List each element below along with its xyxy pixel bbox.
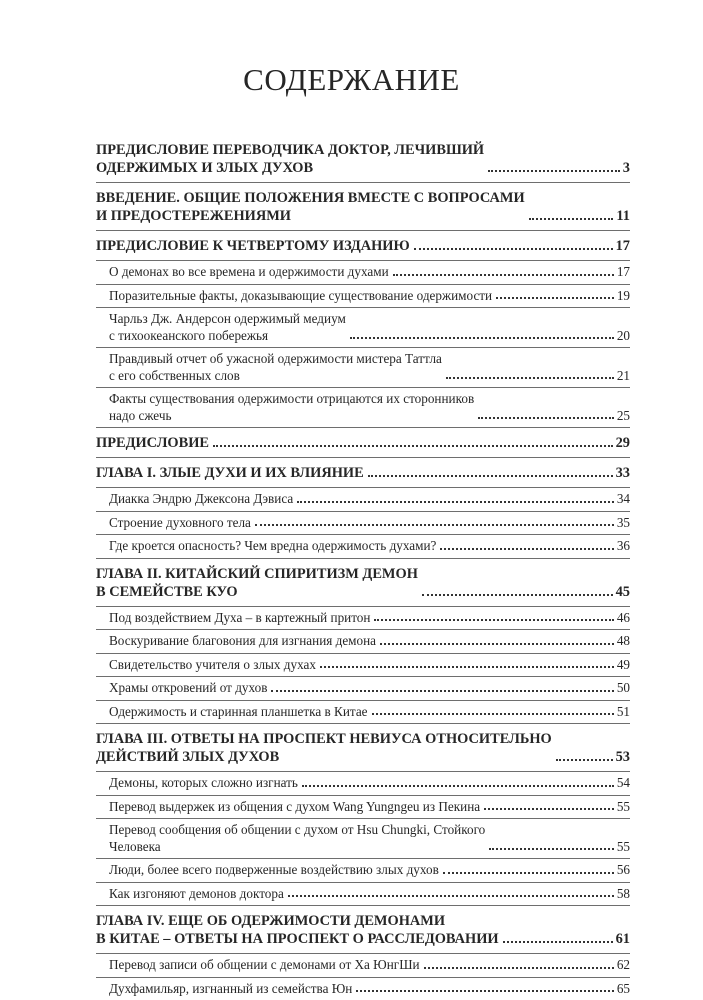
dot-leader [424, 967, 614, 969]
toc-subsection-entry [96, 654, 630, 678]
toc-entry-title [109, 351, 442, 384]
dot-leader [271, 690, 613, 692]
dot-leader [350, 337, 614, 339]
toc-subsection-entry [96, 954, 630, 978]
toc-page-number: 49 [616, 656, 630, 672]
toc-entry-title [109, 680, 267, 697]
dot-leader [302, 785, 614, 787]
toc-page-number: 55 [616, 798, 630, 814]
toc-page-number: 58 [616, 885, 630, 901]
toc-subsection-entry [96, 512, 630, 536]
toc-entry-title-line: Перевод записи об общении с демонами от Ха ЮнгШи [109, 957, 420, 972]
toc-chapter-entry [96, 231, 630, 261]
toc-entry-title-line: Демоны, которых сложно изгнать [109, 775, 298, 790]
toc-subsection-entry [96, 535, 630, 559]
toc-entry-title [109, 491, 293, 508]
toc-entry-title [96, 565, 418, 601]
toc-entry-title [109, 515, 251, 532]
toc-page-number: 53 [615, 749, 630, 765]
toc-entry-title-line: Под воздействием Духа – в картежный притон [109, 609, 371, 625]
toc-entry-title-line: Факты существования одержимости отрицаются их сторонников [109, 391, 475, 406]
toc-entry-title [109, 704, 368, 721]
toc-page-number: 19 [616, 287, 630, 303]
dot-leader [488, 170, 620, 172]
toc-page-number: 34 [616, 491, 630, 506]
toc-page-number: 11 [616, 208, 630, 224]
toc-entry-title [109, 799, 480, 816]
toc-subsection-entry [96, 308, 630, 348]
toc-page-number: 35 [616, 514, 630, 530]
toc-subsection-entry [96, 883, 630, 907]
toc-entry-title-line: Как изгоняют демонов доктора [109, 885, 284, 901]
toc-subsection-entry [96, 772, 630, 796]
dot-leader [484, 808, 614, 810]
toc-subsection-entry [96, 796, 630, 820]
toc-entry-title-line: ПРЕДИСЛОВИЕ [96, 435, 210, 451]
toc-entry-title [109, 775, 298, 792]
toc-page-number: 48 [616, 633, 630, 648]
toc-entry-title [109, 862, 439, 879]
toc-entry-title [109, 886, 284, 903]
toc-subsection-entry [96, 819, 630, 859]
toc-entry-title-line: Люди, более всего подверженные воздействию злых духов [109, 862, 439, 877]
toc-page-number: 55 [616, 838, 630, 854]
toc-entry-title-line: Храмы откровений от духов [109, 680, 268, 695]
toc-entry-title [109, 822, 485, 855]
toc-page-number: 62 [616, 957, 630, 972]
toc-chapter-entry [96, 906, 630, 954]
toc-entry-title [96, 189, 525, 225]
toc-entry-title [96, 912, 499, 948]
toc-entry-title-line: ВВЕДЕНИЕ. ОБЩИЕ ПОЛОЖЕНИЯ ВМЕСТЕ С ВОПРОСАМИ [96, 190, 525, 206]
toc-entry-title-line: Воскуривание благовония для изгнания демона [109, 633, 377, 648]
toc-entry-title-line: Где кроется опасность? Чем вредна одержимость духами? [109, 538, 437, 553]
dot-leader [288, 895, 614, 897]
dot-leader [422, 594, 613, 596]
toc-page-number: 36 [616, 538, 630, 553]
toc-subsection-entry [96, 261, 630, 285]
toc-page-number: 33 [615, 465, 630, 481]
toc-chapter-entry [96, 135, 630, 183]
dot-leader [320, 666, 614, 668]
toc-entry-title [109, 538, 436, 555]
toc-subsection-entry [96, 285, 630, 309]
toc-subsection-entry [96, 677, 630, 701]
toc-entry-title-line: ПРЕДИСЛОВИЕ К ЧЕТВЕРТОМУ ИЗДАНИЮ [96, 238, 410, 254]
toc-entry-title [96, 237, 410, 255]
page-title: СОДЕРЖАНИЕ [243, 62, 460, 97]
toc-page-number: 29 [615, 435, 630, 451]
toc-entry-title-line: ГЛАВА I. ЗЛЫЕ ДУХИ И ИХ ВЛИЯНИЕ [96, 465, 364, 481]
toc-page-number: 50 [616, 680, 630, 695]
toc-entry-title [109, 633, 376, 650]
dot-leader [380, 643, 614, 645]
toc-entry-title-line: Перевод выдержек из общения с духом Wang Yungngeu из Пекина [109, 798, 481, 814]
dot-leader [356, 990, 613, 992]
toc-page-number: 54 [616, 775, 630, 790]
toc-entry-title [109, 981, 352, 998]
toc-entry-title [96, 434, 209, 452]
toc-entry-title-line: Строение духовного тела [109, 514, 251, 530]
toc-entry-title [96, 141, 484, 177]
toc-entry-title-line: надо сжечь [109, 407, 172, 423]
toc-entry-title-line: В СЕМЕЙСТВЕ КУО [96, 583, 238, 600]
dot-leader [372, 713, 614, 715]
toc-entry-title [109, 311, 346, 344]
table-of-contents [96, 135, 630, 1000]
toc-subsection-entry [96, 488, 630, 512]
toc-entry-title-line: О демонах во все времена и одержимости духами [109, 264, 389, 279]
dot-leader [503, 941, 613, 943]
dot-leader [446, 377, 614, 379]
toc-chapter-entry [96, 458, 630, 488]
toc-page-number: 20 [616, 327, 630, 343]
toc-page-number: 17 [615, 238, 630, 254]
toc-page-number: 3 [622, 160, 630, 176]
toc-entry-title-line: Правдивый отчет об ужасной одержимости мистера Таттла [109, 351, 442, 366]
dot-leader [443, 872, 614, 874]
toc-entry-title-line: с его собственных слов [109, 367, 240, 383]
toc-chapter-entry [96, 428, 630, 458]
toc-subsection-entry [96, 630, 630, 654]
toc-chapter-entry [96, 559, 630, 607]
toc-entry-title-line: И ПРЕДОСТЕРЕЖЕНИЯМИ [96, 208, 292, 224]
toc-page-number: 21 [616, 367, 630, 383]
toc-subsection-entry [96, 978, 630, 1000]
toc-page-number: 25 [616, 407, 630, 423]
toc-entry-title [109, 957, 420, 974]
dot-leader [393, 274, 614, 276]
dot-leader [374, 619, 613, 621]
toc-entry-title-line: ОДЕРЖИМЫХ И ЗЛЫХ ДУХОВ [96, 160, 314, 176]
toc-entry-title-line: Диакка Эндрю Джексона Дэвиса [109, 491, 294, 506]
toc-entry-title-line: Духфамильяр, изгнанный из семейства Юн [109, 980, 353, 996]
dot-leader [478, 417, 614, 419]
toc-entry-title-line: ГЛАВА IV. ЕЩЕ ОБ ОДЕРЖИМОСТИ ДЕМОНАМИ [96, 913, 446, 929]
dot-leader [529, 218, 614, 220]
dot-leader [297, 501, 614, 503]
toc-subsection-entry [96, 388, 630, 428]
toc-entry-title [96, 464, 364, 482]
toc-page-number: 46 [616, 609, 630, 625]
toc-page-number: 56 [616, 862, 630, 877]
dot-leader [496, 297, 614, 299]
toc-entry-title [109, 657, 316, 674]
toc-page-number: 17 [616, 264, 630, 279]
toc-entry-title-line: Одержимость и старинная планшетка в Китае [109, 703, 368, 719]
toc-subsection-entry [96, 859, 630, 883]
toc-page-number: 45 [615, 583, 630, 600]
toc-entry-title-line: Человека [109, 838, 161, 854]
toc-entry-title-line: Чарльз Дж. Андерсон одержимый медиум [109, 311, 346, 326]
dot-leader [489, 848, 614, 850]
toc-entry-title [109, 288, 492, 305]
dot-leader [556, 759, 613, 761]
toc-page-number: 61 [615, 931, 630, 947]
toc-page-number: 51 [616, 703, 630, 719]
toc-chapter-entry [96, 724, 630, 772]
toc-entry-title-line: В КИТАЕ – ОТВЕТЫ НА ПРОСПЕКТ О РАССЛЕДОВАНИИ [96, 931, 499, 947]
toc-chapter-entry [96, 183, 630, 231]
toc-entry-title-line: ГЛАВА III. ОТВЕТЫ НА ПРОСПЕКТ НЕВИУСА ОТНОСИТЕЛЬНО [96, 731, 552, 747]
toc-entry-title [109, 264, 389, 281]
toc-entry-title-line: Поразительные факты, доказывающие существование одержимости [109, 287, 493, 303]
dot-leader [368, 475, 613, 477]
toc-page-number: 65 [616, 980, 630, 996]
toc-subsection-entry [96, 607, 630, 631]
toc-subsection-entry [96, 701, 630, 725]
toc-entry-title [96, 730, 552, 766]
toc-entry-title-line: Перевод сообщения об общении с духом от Hsu Chungki, Стойкого [109, 822, 486, 837]
toc-entry-title-line: с тихоокеанского побережья [109, 327, 269, 343]
toc-entry-title-line: Свидетельство учителя о злых духах [109, 656, 316, 672]
toc-entry-title [109, 610, 370, 627]
toc-entry-title-line: ПРЕДИСЛОВИЕ ПЕРЕВОДЧИКА ДОКТОР, ЛЕЧИВШИЙ [96, 142, 485, 158]
dot-leader [414, 248, 613, 250]
toc-entry-title-line: ГЛАВА II. КИТАЙСКИЙ СПИРИТИЗМ ДЕМОН [96, 565, 418, 582]
toc-entry-title-line: ДЕЙСТВИЙ ЗЛЫХ ДУХОВ [96, 749, 280, 765]
dot-leader [213, 445, 613, 447]
dot-leader [255, 524, 614, 526]
toc-entry-title [109, 391, 474, 424]
toc-subsection-entry [96, 348, 630, 388]
dot-leader [440, 548, 613, 550]
